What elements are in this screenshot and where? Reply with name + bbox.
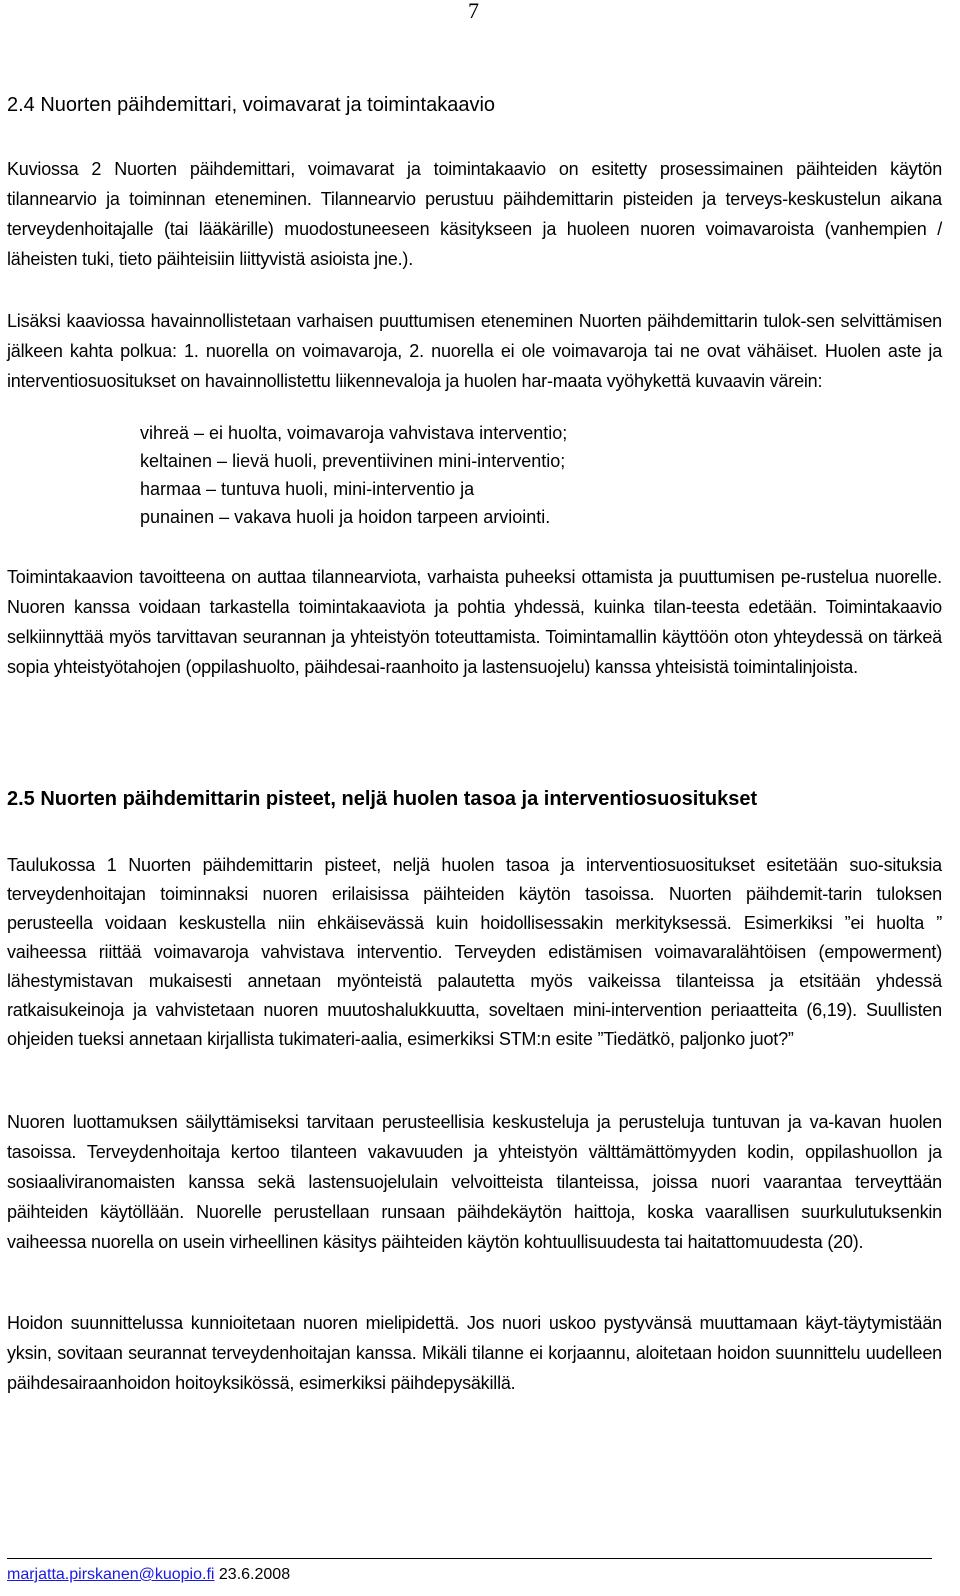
paragraph: Kuviossa 2 Nuorten päihdemittari, voimavarat ja toimintakaavio on esitetty prosessimainen päihteiden käytön tilannearvio ja toiminnan eteneminen. Tilannearvio perustuu päihdemittarin pisteiden ja terveys-keskustelun aikana terveydenhoitajalle (tai lääkärille) muodostuneeseen käsitykseen ja huoleen nuoren voimavaroista (vanhempien / läheisten tuki, tieto päihteisiin liittyvistä asioista jne.).: [7, 159, 942, 269]
list-item: punainen – vakava huoli ja hoidon tarpeen arviointi.: [140, 507, 551, 527]
section-heading-2-5: 2.5 Nuorten päihdemittarin pisteet, neljä huolen tasoa ja interventiosuositukset: [7, 788, 758, 810]
page-number: 7: [468, 0, 479, 23]
footer-divider: [7, 1558, 932, 1559]
footer: [7, 1564, 290, 1586]
section-heading-2-4: 2.4 Nuorten päihdemittari, voimavarat ja toimintakaavio: [7, 94, 496, 116]
paragraph: Toimintakaavion tavoitteena on auttaa tilannearviota, varhaista puheeksi ottamista ja puuttumisen pe-rustelua nuorelle. Nuoren kanssa voidaan tarkastella toimintakaaviota ja pohtia yhdessä, kuinka tilan-teesta edetään. Toimintakaavio selkiinnyttää myös tarvittavan seurannan ja yhteistyön toteuttamista. Toimintamallin käyttöön oton yhteydessä on tärkeä sopia yhteistyötahojen (oppilashuolto, päihdesai-raanhoito ja lastensuojelu) kanssa yhteisistä toimintalinjoista.: [7, 567, 942, 677]
paragraph: Nuoren luottamuksen säilyttämiseksi tarvitaan perusteellisia keskusteluja ja perusteluja tuntuvan ja va-kavan huolen tasoissa. Terveydenhoitaja kertoo tilanteen vakavuuden ja yhteistyön välttämättömyyden kodin, oppilashuollon ja sosiaaliviranomaisten kanssa sekä lastensuojelulain velvoitteista tilanteissa, joissa nuori vaarantaa terveyttään päihteiden käytöllään. Nuorelle perustellaan runsaan päihdekäytön haittoja, koska vaarallisen suurkulutuksenkin vaiheessa nuorella on usein virheellinen käsitys päihteiden käytön kohtuullisuudesta tai haitattomuudesta (20).: [7, 1112, 942, 1252]
color-zone-list: [140, 419, 567, 531]
list-item: vihreä – ei huolta, voimavaroja vahvistava interventio;: [140, 423, 568, 443]
list-item: keltainen – lievä huoli, preventiivinen mini-interventio;: [140, 451, 566, 471]
email-link[interactable]: marjatta.pirskanen@kuopio.fi: [7, 1566, 215, 1583]
paragraph: Hoidon suunnittelussa kunnioitetaan nuoren mielipidettä. Jos nuori uskoo pystyvänsä muuttamaan käyt-täytymistään yksin, sovitaan seurannat terveydenhoitajan kanssa. Mikäli tilanne ei korjaannu, aloitetaan hoidon suunnittelu uudelleen päihdesairaanhoidon hoitoyksikössä, esimerkiksi päihdepysäkillä.: [7, 1313, 942, 1393]
list-item: harmaa – tuntuva huoli, mini-interventio ja: [140, 479, 475, 499]
paragraph: Lisäksi kaaviossa havainnollistetaan varhaisen puuttumisen eteneminen Nuorten päihdemittarin tulok-sen selvittämisen jälkeen kahta polkua: 1. nuorella on voimavaroja, 2. nuorella ei ole voimavaroja tai ne ovat vähäiset. Huolen aste ja interventiosuositukset on havainnollistettu liikennevaloja ja huolen har-maata vyöhykettä kuvaavin värein:: [7, 311, 942, 391]
paragraph: Taulukossa 1 Nuorten päihdemittarin pisteet, neljä huolen tasoa ja interventiosuositukset esitetään suo-situksia terveydenhoitajan toiminnaksi nuoren erilaisissa päihteiden käytön tasoissa. Nuorten päihdemit-tarin tuloksen perusteella voidaan keskustella niin ehkäisevässä kuin hoidollisessakin merkityksessä. Esimerkiksi ”ei huolta ” vaiheessa riittää voimavaroja vahvistava interventio. Terveyden edistämisen voimavaralähtöisen (empowerment) lähestymistavan mukaisesti annetaan myönteistä palautetta myös vaikeissa tilanteissa ja etsitään yhdessä ratkaisukeinoja ja vahvistetaan nuoren muutoshalukkuutta, soveltaen mini-intervention periaatteita (6,19). Suullisten ohjeiden tueksi annetaan kirjallista tukimateri-aalia, esimerkiksi STM:n esite ”Tiedätkö, paljonko juot?”: [7, 855, 942, 1049]
footer-date: 23.6.2008: [218, 1566, 291, 1583]
